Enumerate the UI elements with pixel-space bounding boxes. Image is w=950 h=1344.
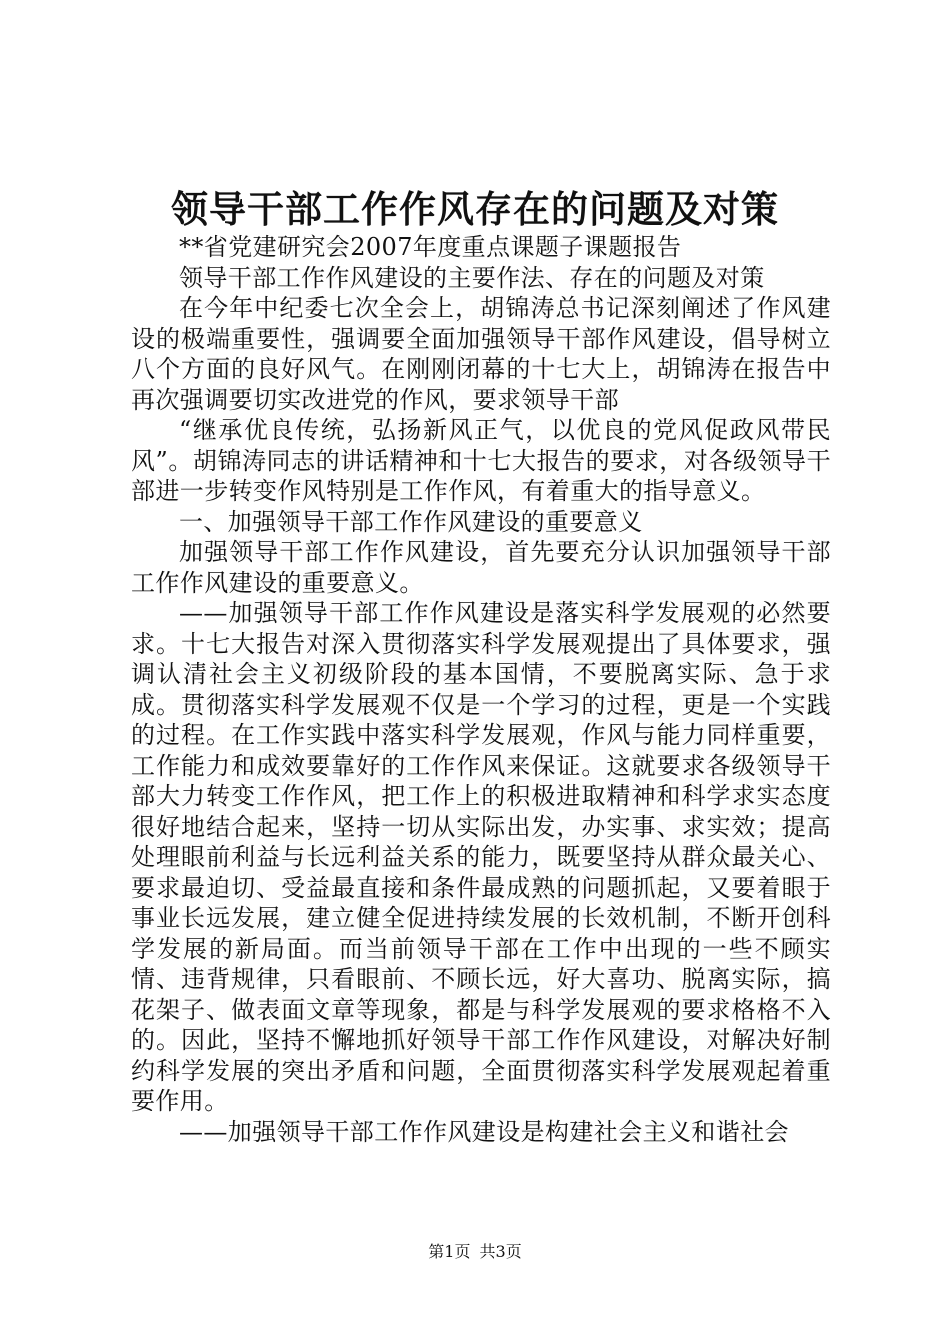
body-paragraph: ——加强领导干部工作作风建设是构建社会主义和谐社会 bbox=[179, 1117, 789, 1146]
document-body bbox=[131, 232, 831, 1147]
page-number: 第1页 bbox=[428, 1242, 471, 1261]
document-title: 领导干部工作作风存在的问题及对策 bbox=[171, 187, 779, 231]
subtitle-line: **省党建研究会2007年度重点课题子课题报告 bbox=[179, 233, 682, 261]
page-footer bbox=[0, 1242, 950, 1262]
subheading-line: 领导干部工作作风建设的主要作法、存在的问题及对策 bbox=[179, 263, 765, 292]
section-heading: 一、加强领导干部工作作风建设的重要意义 bbox=[179, 507, 643, 536]
body-paragraph: 在今年中纪委七次全会上，胡锦涛总书记深刻阐述了作风建设的极端重要性，强调要全面加强领导干部作风建设，倡导树立八个方面的良好风气。在刚刚闭幕的十七大上，胡锦涛在报告中再次强调要切实改进党的作风，要求领导干部 bbox=[131, 294, 831, 414]
body-paragraph: “继承优良传统，弘扬新风正气，以优良的党风促政风带民风”。胡锦涛同志的讲话精神和十七大报告的要求，对各级领导干部进一步转变作风特别是工作作风，有着重大的指导意义。 bbox=[131, 416, 831, 505]
page-total: 共3页 bbox=[479, 1242, 522, 1261]
body-paragraph: 加强领导干部工作作风建设，首先要充分认识加强领导干部工作作风建设的重要意义。 bbox=[131, 538, 831, 597]
body-paragraph: ——加强领导干部工作作风建设是落实科学发展观的必然要求。十七大报告对深入贯彻落实科学发展观提出了具体要求，强调认清社会主义初级阶段的基本国情，不要脱离实际、急于求成。贯彻落实科学发展观不仅是一个学习的过程，更是一个实践的过程。在工作实践中落实科学发展观，作风与能力同样重要，工作能力和成效要靠好的工作作风来保证。这就要求各级领导干部大力转变工作作风，把工作上的积极进取精神和科学求实态度很好地结合起来，坚持一切从实际出发，办实事、求实效；提高处理眼前利益与长远利益关系的能力，既要坚持从群众最关心、要求最迫切、受益最直接和条件最成熟的问题抓起，又要着眼于事业长远发展，建立健全促进持续发展的长效机制，不断开创科学发展的新局面。而当前领导干部在工作中出现的一些不顾实情、违背规律，只看眼前、不顾长远，好大喜功、脱离实际，搞花架子、做表面文章等现象，都是与科学发展观的要求格格不入的。因此，坚持不懈地抓好领导干部工作作风建设，对解决好制约科学发展的突出矛盾和问题，全面贯彻落实科学发展观起着重要作用。 bbox=[131, 599, 831, 1115]
